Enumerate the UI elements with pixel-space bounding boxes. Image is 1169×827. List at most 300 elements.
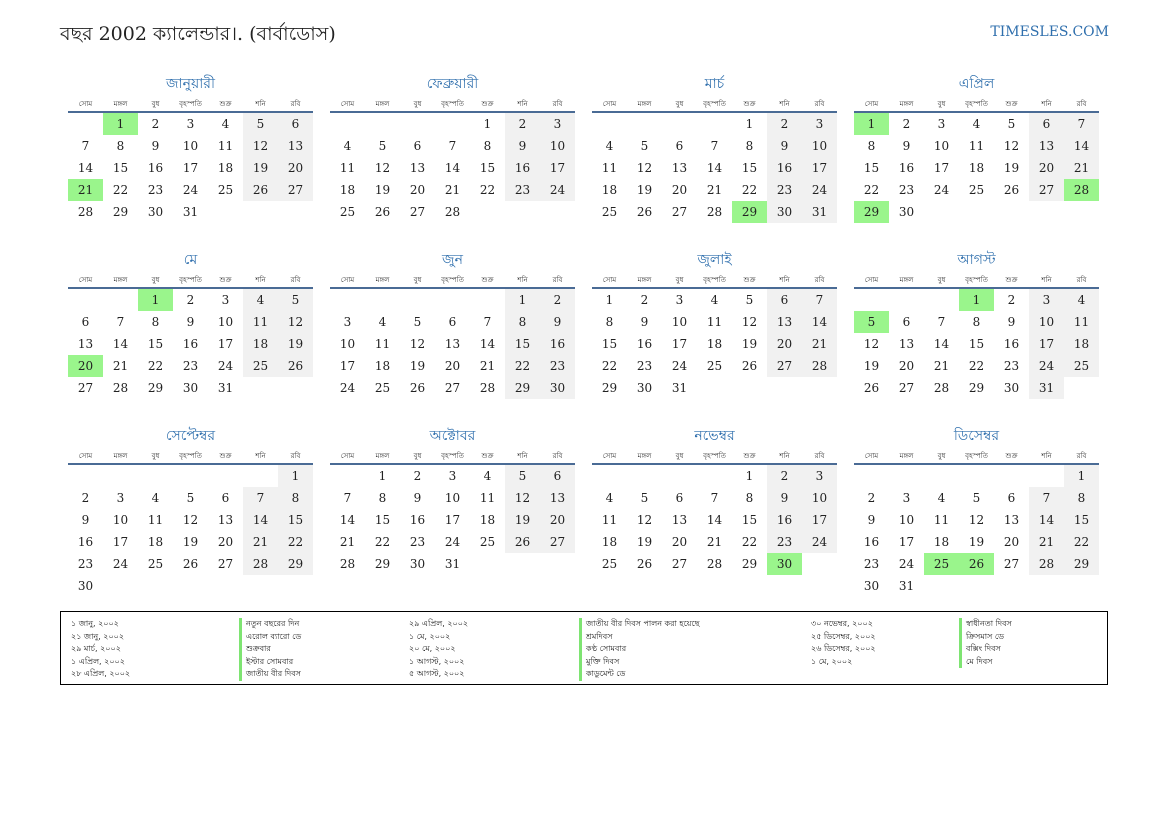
empty-cell xyxy=(697,464,732,487)
day-cell: 20 xyxy=(1003,535,1020,549)
day-cell: 18 xyxy=(968,161,985,175)
weekday-header: শুক্র xyxy=(732,273,767,288)
day-cell: 29 xyxy=(854,201,889,223)
weekday-header: মঙ্গল xyxy=(627,97,662,112)
day-cell: 14 xyxy=(444,161,461,175)
empty-cell xyxy=(994,201,1029,223)
month-table xyxy=(854,449,1099,597)
page-title: বছর 2002 ক্যালেন্ডার।. (বার্বাডোস) xyxy=(60,23,336,45)
day-cell: 8 xyxy=(505,311,540,333)
day-cell: 13 xyxy=(278,135,313,157)
day-cell: 8 xyxy=(116,139,125,153)
month-calendar xyxy=(330,250,575,426)
month-name: মার্চ xyxy=(704,76,725,92)
day-cell: 7 xyxy=(483,315,492,329)
day-cell: 13 xyxy=(444,337,461,351)
weekday-header: শুক্র xyxy=(208,273,243,288)
legend-date: ১ জানু, ২০০২ xyxy=(71,619,119,628)
legend-date: ২১ জানু, ২০০২ xyxy=(71,631,125,641)
day-cell: 3 xyxy=(802,112,837,135)
day-cell: 2 xyxy=(81,491,90,505)
weekday-header: শুক্র xyxy=(732,97,767,112)
day-cell: 9 xyxy=(540,311,575,333)
day-cell: 19 xyxy=(968,535,985,549)
weekday-header: শুক্র xyxy=(470,97,505,112)
day-cell: 10 xyxy=(898,513,915,527)
day-cell: 24 xyxy=(444,535,461,549)
empty-cell xyxy=(924,288,959,311)
legend-names-column xyxy=(579,618,811,681)
month-table xyxy=(330,97,575,223)
day-cell: 4 xyxy=(343,139,352,153)
day-cell: 26 xyxy=(636,205,653,219)
weekday-header: সোম xyxy=(854,273,889,288)
day-cell: 8 xyxy=(605,315,614,329)
day-cell: 17 xyxy=(1029,333,1064,355)
day-cell: 31 xyxy=(898,579,915,593)
day-cell: 24 xyxy=(671,359,688,373)
day-cell: 12 xyxy=(278,311,313,333)
weekday-header: মঙ্গল xyxy=(889,449,924,464)
weekday-header: বৃহস্পতি xyxy=(435,449,470,464)
day-cell: 21 xyxy=(444,183,461,197)
day-cell: 15 xyxy=(741,513,758,527)
day-cell: 6 xyxy=(902,315,911,329)
weekday-header: শুক্র xyxy=(470,273,505,288)
day-cell: 6 xyxy=(767,288,802,311)
day-cell: 15 xyxy=(479,161,496,175)
empty-cell xyxy=(208,575,243,597)
day-cell: 14 xyxy=(1064,135,1099,157)
day-cell: 12 xyxy=(1003,139,1020,153)
day-cell: 25 xyxy=(374,381,391,395)
empty-cell xyxy=(208,464,243,487)
day-cell: 12 xyxy=(741,315,758,329)
day-cell: 15 xyxy=(147,337,164,351)
empty-cell xyxy=(103,288,138,311)
day-cell: 8 xyxy=(151,315,160,329)
day-cell: 30 xyxy=(182,381,199,395)
day-cell: 24 xyxy=(112,557,129,571)
weekday-header: রবি xyxy=(278,273,313,288)
day-cell: 25 xyxy=(243,355,278,377)
day-cell: 17 xyxy=(444,513,461,527)
day-cell: 10 xyxy=(671,315,688,329)
day-cell: 9 xyxy=(413,491,422,505)
weekday-header: বুধ xyxy=(924,449,959,464)
legend-date: ৩০ নভেম্বর, ২০০২ xyxy=(811,619,873,628)
day-cell: 2 xyxy=(413,469,422,483)
day-cell: 8 xyxy=(483,139,492,153)
day-cell: 4 xyxy=(483,469,492,483)
day-cell: 14 xyxy=(1029,509,1064,531)
legend-date: ২৫ ডিসেম্বর, ২০০২ xyxy=(811,631,876,641)
weekday-header: বুধ xyxy=(138,449,173,464)
day-cell: 20 xyxy=(444,359,461,373)
day-cell: 6 xyxy=(278,112,313,135)
weekday-header: রবি xyxy=(540,273,575,288)
day-cell: 12 xyxy=(863,337,880,351)
day-cell: 28 xyxy=(706,205,723,219)
day-cell: 27 xyxy=(898,381,915,395)
month-table xyxy=(854,97,1099,223)
legend-date: ৫ আগস্ট, ২০০২ xyxy=(409,669,465,678)
empty-cell xyxy=(138,575,173,597)
day-cell: 16 xyxy=(409,513,426,527)
day-cell: 16 xyxy=(636,337,653,351)
holiday-legend xyxy=(60,611,1108,685)
empty-cell xyxy=(592,464,627,487)
day-cell: 15 xyxy=(374,513,391,527)
day-cell: 6 xyxy=(675,139,684,153)
calendar-grid xyxy=(68,74,1102,602)
day-cell: 4 xyxy=(937,491,946,505)
weekday-header: শনি xyxy=(767,449,802,464)
month-calendar xyxy=(854,250,1099,426)
day-cell: 23 xyxy=(636,359,653,373)
legend-holiday-name: শ্রমদিবস xyxy=(579,631,811,644)
day-cell: 2 xyxy=(767,112,802,135)
day-cell: 12 xyxy=(636,513,653,527)
day-cell: 3 xyxy=(540,112,575,135)
day-cell: 30 xyxy=(767,553,802,575)
empty-cell xyxy=(1064,201,1099,223)
day-cell: 27 xyxy=(1003,557,1020,571)
day-cell: 23 xyxy=(1003,359,1020,373)
weekday-header: মঙ্গল xyxy=(627,273,662,288)
day-cell: 7 xyxy=(343,491,352,505)
day-cell: 16 xyxy=(898,161,915,175)
legend-holiday-name: কণ্ঠ সোমবার xyxy=(579,643,811,656)
empty-cell xyxy=(540,201,575,223)
day-cell: 15 xyxy=(601,337,618,351)
day-cell: 24 xyxy=(802,179,837,201)
weekday-header: শনি xyxy=(505,449,540,464)
day-cell: 22 xyxy=(278,531,313,553)
day-cell: 31 xyxy=(1029,377,1064,399)
day-cell: 18 xyxy=(601,183,618,197)
day-cell: 20 xyxy=(278,157,313,179)
empty-cell xyxy=(173,575,208,597)
day-cell: 4 xyxy=(151,491,160,505)
day-cell: 28 xyxy=(1029,553,1064,575)
day-cell: 29 xyxy=(147,381,164,395)
day-cell: 15 xyxy=(112,161,129,175)
day-cell: 19 xyxy=(741,337,758,351)
day-cell: 2 xyxy=(151,117,160,131)
empty-cell xyxy=(802,377,837,399)
day-cell: 1 xyxy=(605,293,614,307)
day-cell: 13 xyxy=(898,337,915,351)
day-cell: 1 xyxy=(1064,464,1099,487)
empty-cell xyxy=(208,201,243,223)
day-cell: 19 xyxy=(278,333,313,355)
legend-holiday-name: জাতীয় বীর দিবস পালন করা হয়েছে xyxy=(579,618,811,631)
day-cell: 27 xyxy=(671,557,688,571)
weekday-header: শনি xyxy=(767,97,802,112)
day-cell: 22 xyxy=(374,535,391,549)
day-cell: 16 xyxy=(1003,337,1020,351)
day-cell: 22 xyxy=(968,359,985,373)
month-table xyxy=(854,273,1099,399)
weekday-header: রবি xyxy=(802,97,837,112)
day-cell: 25 xyxy=(601,205,618,219)
day-cell: 10 xyxy=(182,139,199,153)
day-cell: 1 xyxy=(854,112,889,135)
day-cell: 4 xyxy=(221,117,230,131)
day-cell: 3 xyxy=(675,293,684,307)
day-cell: 25 xyxy=(1064,355,1099,377)
day-cell: 19 xyxy=(182,535,199,549)
months-container xyxy=(68,74,1102,602)
day-cell: 21 xyxy=(802,333,837,355)
day-cell: 30 xyxy=(767,201,802,223)
day-cell: 22 xyxy=(863,183,880,197)
day-cell: 14 xyxy=(112,337,129,351)
month-calendar xyxy=(68,250,313,426)
day-cell: 1 xyxy=(138,288,173,311)
empty-cell xyxy=(330,288,365,311)
weekday-header: সোম xyxy=(68,273,103,288)
empty-cell xyxy=(802,553,837,575)
day-cell: 4 xyxy=(710,293,719,307)
weekday-header: রবি xyxy=(1064,449,1099,464)
day-cell: 30 xyxy=(77,579,94,593)
day-cell: 21 xyxy=(1029,531,1064,553)
day-cell: 28 xyxy=(706,557,723,571)
weekday-header: রবি xyxy=(278,97,313,112)
day-cell: 19 xyxy=(409,359,426,373)
day-cell: 17 xyxy=(671,337,688,351)
weekday-header: রবি xyxy=(802,449,837,464)
day-cell: 9 xyxy=(867,513,876,527)
day-cell: 19 xyxy=(636,535,653,549)
day-cell: 4 xyxy=(243,288,278,311)
empty-cell xyxy=(278,201,313,223)
day-cell: 5 xyxy=(1007,117,1016,131)
day-cell: 9 xyxy=(902,139,911,153)
weekday-header: মঙ্গল xyxy=(889,97,924,112)
day-cell: 24 xyxy=(339,381,356,395)
day-cell: 5 xyxy=(243,112,278,135)
empty-cell xyxy=(1029,464,1064,487)
weekday-header: বুধ xyxy=(662,449,697,464)
day-cell: 28 xyxy=(1064,179,1099,201)
day-cell: 22 xyxy=(741,183,758,197)
day-cell: 14 xyxy=(802,311,837,333)
empty-cell xyxy=(278,575,313,597)
day-cell: 24 xyxy=(802,531,837,553)
day-cell: 7 xyxy=(81,139,90,153)
day-cell: 4 xyxy=(605,139,614,153)
empty-cell xyxy=(697,377,732,399)
day-cell: 7 xyxy=(710,491,719,505)
day-cell: 2 xyxy=(1007,293,1016,307)
empty-cell xyxy=(627,464,662,487)
day-cell: 14 xyxy=(933,337,950,351)
day-cell: 18 xyxy=(217,161,234,175)
weekday-header: মঙ্গল xyxy=(365,273,400,288)
day-cell: 2 xyxy=(540,288,575,311)
day-cell: 8 xyxy=(378,491,387,505)
day-cell: 20 xyxy=(671,183,688,197)
day-cell: 27 xyxy=(77,381,94,395)
weekday-header: বৃহস্পতি xyxy=(697,97,732,112)
day-cell: 25 xyxy=(479,535,496,549)
day-cell: 31 xyxy=(217,381,234,395)
weekday-header: বুধ xyxy=(924,273,959,288)
day-cell: 19 xyxy=(863,359,880,373)
weekday-header: রবি xyxy=(1064,97,1099,112)
day-cell: 21 xyxy=(479,359,496,373)
day-cell: 14 xyxy=(77,161,94,175)
month-name: অক্টোবর xyxy=(429,428,476,444)
day-cell: 5 xyxy=(640,491,649,505)
day-cell: 1 xyxy=(745,469,754,483)
empty-cell xyxy=(889,288,924,311)
empty-cell xyxy=(959,575,994,597)
day-cell: 3 xyxy=(902,491,911,505)
day-cell: 22 xyxy=(147,359,164,373)
month-table xyxy=(68,273,313,399)
empty-cell xyxy=(330,464,365,487)
legend-date: ১ মে, ২০০২ xyxy=(409,631,451,641)
day-cell: 23 xyxy=(77,557,94,571)
month-calendar xyxy=(592,74,837,250)
day-cell: 11 xyxy=(933,513,950,527)
legend-dates-column xyxy=(409,618,579,681)
legend-date: ১ এপ্রিল, ২০০২ xyxy=(71,656,125,666)
month-calendar xyxy=(68,426,313,602)
day-cell: 11 xyxy=(374,337,391,351)
day-cell: 12 xyxy=(243,135,278,157)
day-cell: 4 xyxy=(378,315,387,329)
weekday-header: সোম xyxy=(854,97,889,112)
day-cell: 1 xyxy=(959,288,994,311)
weekday-header: শুক্র xyxy=(994,97,1029,112)
day-cell: 28 xyxy=(243,553,278,575)
month-table xyxy=(592,273,837,399)
day-cell: 16 xyxy=(147,161,164,175)
site-link[interactable]: TIMESLES.COM xyxy=(990,24,1109,40)
legend-date: ২৯ এপ্রিল, ২০০২ xyxy=(409,619,469,628)
day-cell: 30 xyxy=(540,377,575,399)
day-cell: 24 xyxy=(1029,355,1064,377)
empty-cell xyxy=(435,288,470,311)
weekday-header: সোম xyxy=(330,273,365,288)
day-cell: 31 xyxy=(444,557,461,571)
empty-cell xyxy=(662,464,697,487)
empty-cell xyxy=(243,464,278,487)
weekday-header: শনি xyxy=(767,273,802,288)
weekday-header: বৃহস্পতি xyxy=(173,97,208,112)
month-calendar xyxy=(330,426,575,602)
day-cell: 21 xyxy=(339,535,356,549)
month-name: এপ্রিল xyxy=(958,76,995,92)
legend-date: ১ আগস্ট, ২০০২ xyxy=(409,656,465,666)
month-calendar xyxy=(592,426,837,602)
day-cell: 13 xyxy=(767,311,802,333)
day-cell: 6 xyxy=(1029,112,1064,135)
weekday-header: রবি xyxy=(278,449,313,464)
month-table xyxy=(592,449,837,575)
empty-cell xyxy=(68,112,103,135)
weekday-header: শনি xyxy=(243,97,278,112)
month-name: আগস্ট xyxy=(957,252,996,268)
day-cell: 22 xyxy=(741,535,758,549)
empty-cell xyxy=(400,288,435,311)
day-cell: 27 xyxy=(217,557,234,571)
day-cell: 28 xyxy=(339,557,356,571)
day-cell: 31 xyxy=(182,205,199,219)
day-cell: 27 xyxy=(409,205,426,219)
day-cell: 12 xyxy=(374,161,391,175)
day-cell: 16 xyxy=(77,535,94,549)
day-cell: 31 xyxy=(802,201,837,223)
day-cell: 16 xyxy=(767,509,802,531)
day-cell: 5 xyxy=(640,139,649,153)
day-cell: 15 xyxy=(278,509,313,531)
weekday-header: বৃহস্পতি xyxy=(697,449,732,464)
day-cell: 23 xyxy=(505,179,540,201)
day-cell: 24 xyxy=(933,183,950,197)
day-cell: 28 xyxy=(479,381,496,395)
day-cell: 15 xyxy=(1064,509,1099,531)
empty-cell xyxy=(994,464,1029,487)
day-cell: 7 xyxy=(116,315,125,329)
day-cell: 30 xyxy=(636,381,653,395)
weekday-header: সোম xyxy=(592,449,627,464)
day-cell: 24 xyxy=(182,183,199,197)
day-cell: 5 xyxy=(278,288,313,311)
day-cell: 29 xyxy=(732,201,767,223)
day-cell: 4 xyxy=(605,491,614,505)
month-name: জানুয়ারী xyxy=(166,76,215,92)
day-cell: 22 xyxy=(112,183,129,197)
day-cell: 11 xyxy=(243,311,278,333)
day-cell: 27 xyxy=(767,355,802,377)
day-cell: 10 xyxy=(339,337,356,351)
day-cell: 28 xyxy=(444,205,461,219)
month-name: ডিসেম্বর xyxy=(953,428,1000,444)
empty-cell xyxy=(68,288,103,311)
legend-dates-column xyxy=(71,618,239,681)
weekday-header: সোম xyxy=(854,449,889,464)
day-cell: 10 xyxy=(1029,311,1064,333)
weekday-header: বৃহস্পতি xyxy=(959,97,994,112)
day-cell: 30 xyxy=(863,579,880,593)
day-cell: 23 xyxy=(182,359,199,373)
weekday-header: বৃহস্পতি xyxy=(173,273,208,288)
day-cell: 13 xyxy=(409,161,426,175)
day-cell: 18 xyxy=(933,535,950,549)
day-cell: 13 xyxy=(671,161,688,175)
legend-date: ২০ মে, ২০০২ xyxy=(409,644,456,653)
day-cell: 25 xyxy=(217,183,234,197)
weekday-header: সোম xyxy=(330,449,365,464)
empty-cell xyxy=(662,112,697,135)
day-cell: 6 xyxy=(675,491,684,505)
day-cell: 11 xyxy=(1064,311,1099,333)
day-cell: 29 xyxy=(278,553,313,575)
day-cell: 25 xyxy=(339,205,356,219)
weekday-header: শুক্র xyxy=(470,449,505,464)
day-cell: 20 xyxy=(1029,157,1064,179)
weekday-header: বৃহস্পতি xyxy=(435,273,470,288)
day-cell: 9 xyxy=(640,315,649,329)
day-cell: 19 xyxy=(243,157,278,179)
empty-cell xyxy=(278,377,313,399)
